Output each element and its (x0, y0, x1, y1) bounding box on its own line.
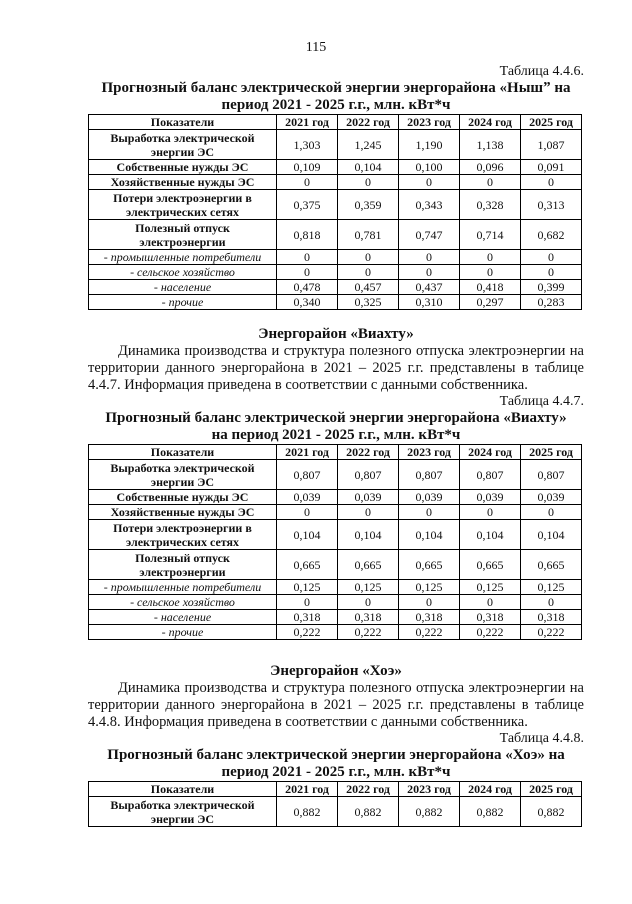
column-header: 2023 год (399, 115, 460, 130)
column-header: 2022 год (338, 115, 399, 130)
column-header: 2023 год (399, 782, 460, 797)
table-cell: 0,222 (277, 625, 338, 640)
table-row (89, 190, 582, 220)
table-cell: 0 (399, 175, 460, 190)
table-row (89, 797, 582, 827)
column-header: Показатели (89, 115, 277, 130)
table-cell: 0,125 (460, 580, 521, 595)
table-cell: 0,807 (521, 460, 582, 490)
caption-line: Прогнозный баланс электрической энергии энергорайона «Виахту» (105, 410, 567, 426)
table-row (89, 505, 582, 520)
row-label (89, 625, 277, 640)
table-cell: 0,882 (521, 797, 582, 827)
table-cell: 0,222 (460, 625, 521, 640)
row-label-text: электроэнергии (139, 234, 226, 249)
table-cell: 0 (521, 505, 582, 520)
row-label-text: - прочие (161, 625, 204, 639)
row-label-text: Потери электроэнергии в (113, 520, 252, 535)
table-cell: 0 (521, 265, 582, 280)
table-caption (88, 747, 584, 781)
table-caption (88, 80, 584, 114)
row-label (89, 175, 277, 190)
table-cell: 0,091 (521, 160, 582, 175)
table-cell: 0 (277, 595, 338, 610)
table-cell: 0,318 (277, 610, 338, 625)
table-cell: 0 (338, 505, 399, 520)
table-cell: 0,125 (277, 580, 338, 595)
table-cell: 0 (521, 595, 582, 610)
table-cell: 0,399 (521, 280, 582, 295)
table-cell: 0,665 (460, 550, 521, 580)
row-label-text: - население (153, 280, 212, 294)
table-row (89, 220, 582, 250)
row-label-text: - сельское хозяйство (130, 265, 235, 279)
table-row (89, 295, 582, 310)
table-cell: 0,882 (460, 797, 521, 827)
row-label-text: - промышленные потребители (103, 250, 262, 264)
table-cell: 0,318 (460, 610, 521, 625)
table-cell: 0,039 (277, 490, 338, 505)
table-row (89, 490, 582, 505)
table-cell: 0,125 (521, 580, 582, 595)
row-label-text: энергии ЭС (150, 811, 215, 826)
table-row (89, 550, 582, 580)
table-cell: 0 (521, 250, 582, 265)
table-cell: 0,343 (399, 190, 460, 220)
row-label-text: Полезный отпуск (135, 550, 230, 565)
table-cell: 0,340 (277, 295, 338, 310)
table-cell: 0 (460, 250, 521, 265)
row-label-text: энергии ЭС (150, 474, 215, 489)
table-cell: 0,039 (460, 490, 521, 505)
row-label-text: энергии ЭС (150, 144, 215, 159)
table-row (89, 160, 582, 175)
row-label-text: Полезный отпуск (135, 220, 230, 235)
row-label (89, 265, 277, 280)
row-label (89, 550, 277, 580)
row-label (89, 490, 277, 505)
row-label-text: - прочие (161, 295, 204, 309)
table-cell: 0,437 (399, 280, 460, 295)
row-label-text: электрических сетях (126, 534, 239, 549)
column-header: 2021 год (277, 782, 338, 797)
table-cell: 1,303 (277, 130, 338, 160)
row-label-text: - население (153, 610, 212, 624)
table-row (89, 265, 582, 280)
row-label-text: Хозяйственные нужды ЭС (110, 175, 255, 189)
balance-table-nysh (88, 114, 582, 310)
table-cell: 0 (460, 505, 521, 520)
table-cell: 0,457 (338, 280, 399, 295)
table-cell: 0,222 (338, 625, 399, 640)
table-row (89, 595, 582, 610)
paragraph-text: Динамика производства и структура полезного отпуска электроэнергии на территории данного энергорайона в 2021 – 2025 г.г. представлены в таблице 4.4.7. Информация приведена в соответствии с данными собственника. (88, 343, 584, 393)
table-row (89, 460, 582, 490)
table-cell: 0,714 (460, 220, 521, 250)
column-header: 2021 год (277, 115, 338, 130)
row-label-text: Выработка электрической (110, 460, 255, 475)
table-cell: 0,109 (277, 160, 338, 175)
row-label-text: Выработка электрической (110, 797, 255, 812)
row-label (89, 220, 277, 250)
column-header: Показатели (89, 782, 277, 797)
section-viakhtu (88, 326, 584, 640)
row-label (89, 460, 277, 490)
table-cell: 0 (521, 175, 582, 190)
table-row (89, 520, 582, 550)
row-label (89, 130, 277, 160)
table-cell: 0,310 (399, 295, 460, 310)
column-header: Показатели (89, 445, 277, 460)
table-cell: 0 (277, 265, 338, 280)
page-number: 115 (305, 40, 327, 55)
table-cell: 0,318 (338, 610, 399, 625)
table-cell: 0,882 (399, 797, 460, 827)
table-cell: 0,104 (338, 160, 399, 175)
column-header: 2022 год (338, 782, 399, 797)
table-cell: 0 (460, 595, 521, 610)
row-label (89, 160, 277, 175)
table-cell: 0,318 (521, 610, 582, 625)
table-row (89, 280, 582, 295)
table-cell: 0,297 (460, 295, 521, 310)
section-paragraph (88, 343, 584, 394)
section-title: Энергорайон «Хоэ» (270, 663, 402, 679)
table-cell: 0,125 (399, 580, 460, 595)
column-header: 2025 год (521, 445, 582, 460)
row-label-text: Собственные нужды ЭС (116, 160, 249, 174)
table-cell: 0,807 (399, 460, 460, 490)
table-cell: 0,818 (277, 220, 338, 250)
table-cell: 0 (338, 595, 399, 610)
table-number: Таблица 4.4.8. (499, 731, 584, 746)
table-cell: 0,125 (338, 580, 399, 595)
row-label (89, 595, 277, 610)
section-nysh (88, 64, 584, 310)
row-label-text: Потери электроэнергии в (113, 190, 252, 205)
column-header: 2024 год (460, 782, 521, 797)
table-cell: 0,665 (338, 550, 399, 580)
table-cell: 0,375 (277, 190, 338, 220)
table-cell: 0 (277, 505, 338, 520)
column-header: 2021 год (277, 445, 338, 460)
table-cell: 0 (277, 175, 338, 190)
table-cell: 0,313 (521, 190, 582, 220)
table-cell: 0,359 (338, 190, 399, 220)
row-label (89, 580, 277, 595)
table-cell: 0 (338, 175, 399, 190)
table-cell: 0,104 (277, 520, 338, 550)
table-cell: 0,318 (399, 610, 460, 625)
table-cell: 0 (399, 595, 460, 610)
column-header: 2024 год (460, 115, 521, 130)
table-cell: 0,222 (399, 625, 460, 640)
table-cell: 0,104 (399, 520, 460, 550)
table-cell: 0,325 (338, 295, 399, 310)
caption-line: Прогнозный баланс электрической энергии энергорайона «Нышˮ на (101, 80, 571, 96)
column-header: 2022 год (338, 445, 399, 460)
balance-table-khoe (88, 781, 582, 827)
table-cell: 0,682 (521, 220, 582, 250)
table-cell: 0 (277, 250, 338, 265)
table-cell: 1,245 (338, 130, 399, 160)
row-label (89, 505, 277, 520)
table-cell: 0,665 (521, 550, 582, 580)
table-cell: 0,807 (277, 460, 338, 490)
table-cell: 0,039 (521, 490, 582, 505)
table-cell: 0 (399, 250, 460, 265)
row-label-text: Хозяйственные нужды ЭС (110, 505, 255, 519)
table-cell: 0,665 (399, 550, 460, 580)
section-khoe (88, 663, 584, 827)
column-header: 2024 год (460, 445, 521, 460)
row-label-text: электрических сетях (126, 204, 239, 219)
header-row (89, 115, 582, 130)
table-cell: 0,781 (338, 220, 399, 250)
table-cell: 0,807 (338, 460, 399, 490)
table-cell: 0 (460, 175, 521, 190)
table-cell: 0,418 (460, 280, 521, 295)
table-row (89, 610, 582, 625)
row-label (89, 280, 277, 295)
table-cell: 0,283 (521, 295, 582, 310)
header-row (89, 782, 582, 797)
table-row (89, 175, 582, 190)
table-cell: 0,882 (338, 797, 399, 827)
table-row (89, 130, 582, 160)
table-cell: 1,138 (460, 130, 521, 160)
caption-line: период 2021 - 2025 г.г., млн. кВт*ч (221, 97, 451, 113)
row-label-text: - промышленные потребители (103, 580, 262, 594)
table-cell: 0,039 (399, 490, 460, 505)
column-header: 2025 год (521, 782, 582, 797)
row-label (89, 295, 277, 310)
row-label (89, 610, 277, 625)
table-cell: 1,190 (399, 130, 460, 160)
row-label (89, 190, 277, 220)
row-label-text: Выработка электрической (110, 130, 255, 145)
balance-table-viakhtu (88, 444, 582, 640)
table-row (89, 250, 582, 265)
table-cell: 0 (338, 250, 399, 265)
table-cell: 0,104 (460, 520, 521, 550)
table-cell: 0 (460, 265, 521, 280)
section-paragraph (88, 680, 584, 731)
table-cell: 0,747 (399, 220, 460, 250)
table-cell: 1,087 (521, 130, 582, 160)
table-caption (88, 410, 584, 444)
table-cell: 0,882 (277, 797, 338, 827)
table-cell: 0,665 (277, 550, 338, 580)
table-cell: 0 (399, 505, 460, 520)
row-label (89, 520, 277, 550)
table-cell: 0,222 (521, 625, 582, 640)
section-title: Энергорайон «Виахту» (258, 326, 414, 342)
table-row (89, 580, 582, 595)
table-cell: 0,104 (521, 520, 582, 550)
column-header: 2025 год (521, 115, 582, 130)
table-cell: 0 (399, 265, 460, 280)
table-number: Таблица 4.4.7. (499, 394, 584, 409)
row-label (89, 797, 277, 827)
column-header: 2023 год (399, 445, 460, 460)
row-label-text: Собственные нужды ЭС (116, 490, 249, 504)
table-cell: 0,100 (399, 160, 460, 175)
row-label (89, 250, 277, 265)
table-row (89, 625, 582, 640)
row-label-text: электроэнергии (139, 564, 226, 579)
table-number: Таблица 4.4.6. (499, 64, 584, 79)
header-row (89, 445, 582, 460)
table-cell: 0,478 (277, 280, 338, 295)
row-label-text: - сельское хозяйство (130, 595, 235, 609)
paragraph-text: Динамика производства и структура полезного отпуска электроэнергии на территории данного энергорайона в 2021 – 2025 г.г. представлены в таблице 4.4.8. Информация приведена в соответствии с данными собственника. (88, 680, 584, 730)
caption-line: на период 2021 - 2025 г.г., млн. кВт*ч (211, 427, 461, 443)
caption-line: Прогнозный баланс электрической энергии энергорайона «Хоэ» на (107, 747, 565, 763)
table-cell: 0 (338, 265, 399, 280)
table-cell: 0,039 (338, 490, 399, 505)
table-cell: 0,328 (460, 190, 521, 220)
caption-line: период 2021 - 2025 г.г., млн. кВт*ч (221, 764, 451, 780)
table-cell: 0,807 (460, 460, 521, 490)
table-cell: 0,096 (460, 160, 521, 175)
table-cell: 0,104 (338, 520, 399, 550)
